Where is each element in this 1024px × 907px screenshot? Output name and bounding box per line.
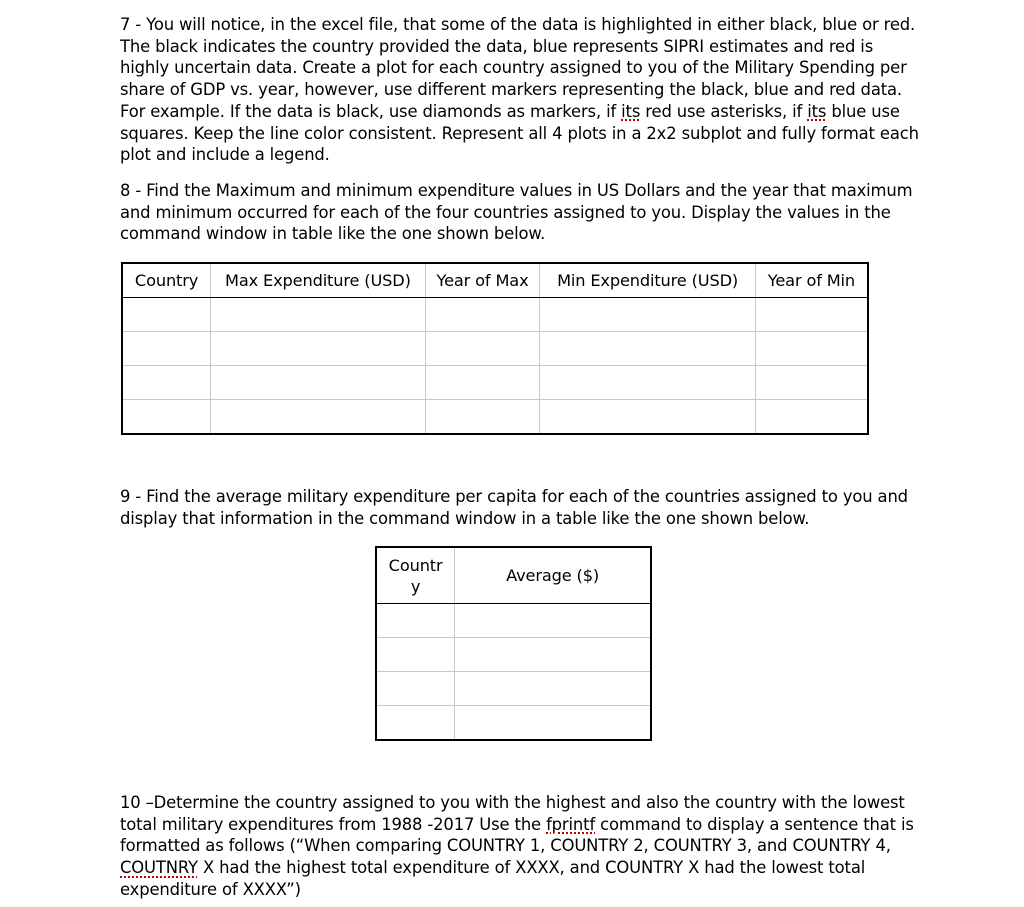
table-cell bbox=[425, 366, 540, 400]
question-7-paragraph bbox=[120, 14, 920, 166]
table-row bbox=[122, 298, 868, 332]
table-cell bbox=[425, 332, 540, 366]
question-7-text-part-1: 7 - You will notice, in the excel file, that some of the data is highlighted in either black, blue or red. The black indicates the country provided the data, blue represents SIPRI estimates and red is highly uncertain data. Create a plot for each country assigned to you of the Military Spending per share of GDP vs. year, however, use different markers representing the black, blue and red data. For example. If the data is black, use diamonds as markers, if bbox=[120, 15, 916, 121]
table-row bbox=[122, 366, 868, 400]
question-8-paragraph: 8 - Find the Maximum and minimum expenditure values in US Dollars and the year that maximum and minimum occurred for each of the four countries assigned to you. Display the values in the command window in table like the one shown below. bbox=[120, 181, 913, 244]
table-row bbox=[376, 672, 651, 706]
table-row bbox=[376, 638, 651, 672]
header-average: Average ($) bbox=[455, 547, 651, 604]
header-country: Country bbox=[122, 263, 211, 298]
table-cell bbox=[755, 400, 868, 435]
table-cell bbox=[455, 706, 651, 741]
table-row bbox=[122, 400, 868, 435]
question-10-paragraph bbox=[120, 792, 920, 901]
table-row bbox=[376, 604, 651, 638]
header-country-line-1: Countr bbox=[388, 555, 443, 575]
question-10-text-part-1: 10 –Determine the country assigned to you with the highest and also the country with the lowest total military expenditures from 1988 -2017 Use the bbox=[120, 793, 905, 834]
header-max-expenditure: Max Expenditure (USD) bbox=[211, 263, 426, 298]
header-year-of-min: Year of Min bbox=[755, 263, 868, 298]
table-cell bbox=[376, 604, 455, 638]
header-year-of-max: Year of Max bbox=[425, 263, 540, 298]
spellcheck-word-coutnry: COUTNRY bbox=[120, 858, 198, 878]
question-10-text-part-3: X had the highest total expenditure of XXXX, and COUNTRY X had the lowest total expenditure of XXXX”) bbox=[120, 858, 866, 899]
table-header-row bbox=[376, 547, 651, 604]
table-cell bbox=[455, 672, 651, 706]
max-min-expenditure-table bbox=[121, 262, 869, 435]
table-cell bbox=[376, 706, 455, 741]
table-row bbox=[122, 332, 868, 366]
table-cell bbox=[122, 366, 211, 400]
table-cell bbox=[211, 298, 426, 332]
table-cell bbox=[376, 638, 455, 672]
header-country-line-2: y bbox=[410, 576, 421, 596]
table-cell bbox=[540, 298, 755, 332]
table-cell bbox=[455, 638, 651, 672]
table-cell bbox=[211, 366, 426, 400]
table-cell bbox=[211, 400, 426, 435]
table-cell bbox=[211, 332, 426, 366]
table-cell bbox=[376, 672, 455, 706]
spellcheck-word-its: its bbox=[621, 101, 641, 121]
table-cell bbox=[755, 366, 868, 400]
table-cell bbox=[540, 366, 755, 400]
header-min-expenditure: Min Expenditure (USD) bbox=[540, 263, 755, 298]
table-cell bbox=[122, 400, 211, 435]
spellcheck-word-its: its bbox=[807, 101, 827, 121]
question-10-text-part-2: command to display a sentence that is formatted as follows (“When comparing COUNTRY 1, COUNTRY 2, COUNTRY 3, and COUNTRY 4, bbox=[120, 814, 914, 856]
table-cell bbox=[425, 400, 540, 435]
spellcheck-word-fprintf: fprintf bbox=[546, 814, 596, 834]
table-cell bbox=[540, 332, 755, 366]
question-7-text-part-3: blue use squares. Keep the line color consistent. Represent all 4 plots in a 2x2 subplot and fully format each plot and include a legend. bbox=[120, 101, 919, 165]
table-row bbox=[376, 706, 651, 741]
question-7-text-part-2: red use asterisks, if bbox=[640, 101, 808, 121]
table-cell bbox=[122, 298, 211, 332]
table-cell bbox=[455, 604, 651, 638]
header-country bbox=[376, 547, 455, 604]
table-cell bbox=[755, 298, 868, 332]
table-cell bbox=[540, 400, 755, 435]
table-header-row bbox=[122, 263, 868, 298]
table-cell bbox=[122, 332, 211, 366]
table-cell bbox=[425, 298, 540, 332]
average-expenditure-table bbox=[375, 546, 652, 741]
table-cell bbox=[755, 332, 868, 366]
question-9-paragraph: 9 - Find the average military expenditure per capita for each of the countries assigned to you and display that information in the command window in a table like the one shown below. bbox=[120, 487, 908, 528]
